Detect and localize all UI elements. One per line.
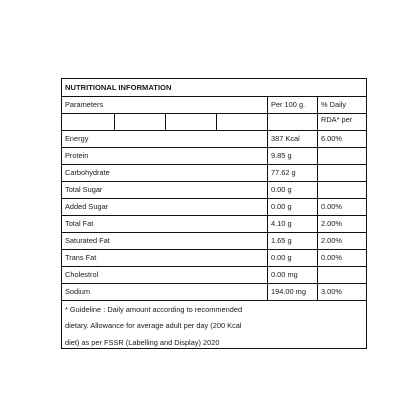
nutrient-value: 0.00 g [267, 199, 317, 215]
nutrient-name: Sodium [65, 287, 91, 297]
table-row [62, 215, 366, 232]
table-row [62, 198, 366, 215]
nutrient-value: 4.10 g [267, 216, 317, 232]
nutrient-name: Total Fat [65, 219, 94, 229]
nutrient-percent [317, 182, 366, 198]
nutrient-value: 194.00 mg [267, 284, 317, 300]
nutrient-value: 77.62 g [267, 165, 317, 181]
nutrient-percent: 2.00% [317, 216, 366, 232]
nutrient-name: Protein [65, 151, 89, 161]
header-daily: % Daily [317, 97, 366, 113]
nutrient-value: 0.00 g [267, 250, 317, 266]
table-blank-row [62, 113, 366, 130]
guideline-line: * Guideline : Daily amount according to recommended [65, 304, 243, 314]
blank-cell [114, 114, 165, 130]
header-per100: Per 100 g. [267, 97, 317, 113]
blank-cell [267, 114, 317, 130]
nutrient-percent: 2.00% [317, 233, 366, 249]
header-parameters: Parameters [65, 100, 104, 110]
nutrient-name: Carbohydrate [65, 168, 110, 178]
nutrient-value: 0.00 g [267, 182, 317, 198]
nutrient-value: 1.65 g [267, 233, 317, 249]
nutrient-name: Cholestrol [65, 270, 99, 280]
nutrient-percent [317, 267, 366, 283]
nutrient-percent [317, 165, 366, 181]
nutrient-percent: 3.00% [317, 284, 366, 300]
nutrition-table [61, 78, 367, 349]
nutrient-name: Saturated Fat [65, 236, 110, 246]
nutrient-name: Total Sugar [65, 185, 103, 195]
table-row [62, 147, 366, 164]
blank-cell [165, 114, 216, 130]
table-row [62, 130, 366, 147]
nutrient-percent: 6.00% [317, 131, 366, 147]
nutrient-percent [317, 148, 366, 164]
table-row [62, 249, 366, 266]
nutrient-value: 9.85 g [267, 148, 317, 164]
blank-cell [216, 114, 267, 130]
nutrient-name: Energy [65, 134, 89, 144]
table-row [62, 164, 366, 181]
guideline-line: diet) as per FSSR (Labelling and Display) 2020 [65, 337, 220, 347]
nutrient-name: Trans Fat [65, 253, 97, 263]
nutrient-percent: 0.00% [317, 199, 366, 215]
nutrient-value: 387 Kcal [267, 131, 317, 147]
table-row [62, 266, 366, 283]
nutrient-percent: 0.00% [317, 250, 366, 266]
table-title-row [62, 79, 366, 96]
table-title: NUTRITIONAL INFORMATION [65, 82, 172, 92]
nutrient-value: 0.00 mg [267, 267, 317, 283]
nutrient-name: Added Sugar [65, 202, 109, 212]
header-rda: RDA* per [317, 114, 366, 130]
table-header-row [62, 96, 366, 113]
table-row [62, 181, 366, 198]
table-row [62, 232, 366, 249]
blank-cell [62, 114, 114, 130]
table-row [62, 283, 366, 300]
guideline-line: dietary. Allowance for average adult per day (200 Kcal [65, 321, 242, 330]
guideline-block [62, 300, 366, 349]
